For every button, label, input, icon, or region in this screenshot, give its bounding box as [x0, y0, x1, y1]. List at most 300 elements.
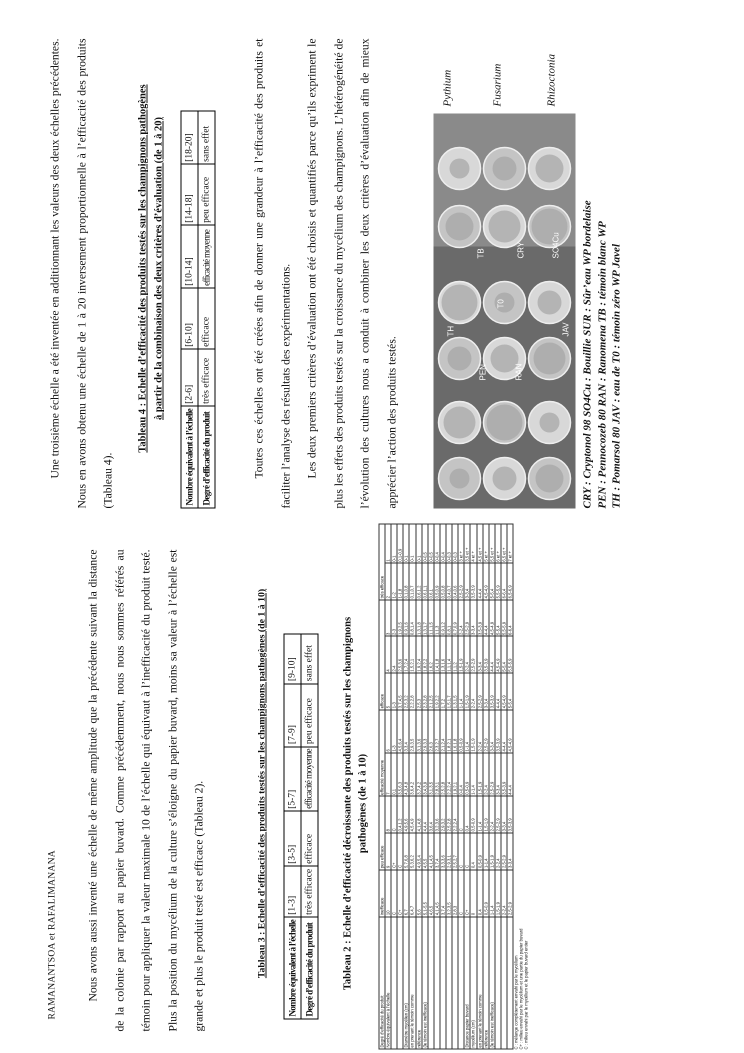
table2-header-cell: Degré d’efficacité du produit	[379, 916, 385, 1048]
table2-cell: 1-1,4	[458, 673, 464, 710]
table2-cell: 0,5-0,9	[476, 832, 482, 869]
table2-cell: 4-4,4	[500, 709, 506, 752]
table2-cell: 3,1,3,6	[415, 709, 421, 752]
table2-cell: C	[458, 796, 464, 833]
table2-cell: 2,1,2,4	[439, 709, 445, 752]
table2-cell: 0,4,0,7	[446, 563, 452, 600]
table2-cell: 5 et +	[482, 524, 488, 563]
table2-cell: 2,9,3,3	[421, 709, 427, 752]
table2-header-cell: très efficace	[379, 524, 385, 600]
table3-cell: efficace	[301, 811, 318, 866]
plate-label: TB	[476, 247, 485, 258]
table2-cell: C	[397, 832, 403, 869]
table4-cell: [6-10]	[181, 288, 198, 349]
table2-cell: 2,5,2,8	[446, 796, 452, 833]
table2-row	[452, 524, 458, 1049]
table2-note-1: C : mélange complètement envahi par le mycélium	[513, 954, 519, 1049]
table2-cell: Distance papier buvard	[464, 916, 470, 1048]
table2-cell: 0,4	[476, 869, 482, 916]
table2-cell: 3,5-3,9	[500, 753, 506, 796]
table3-cell: Nombre équivalent à l’échelle	[284, 917, 301, 1019]
table2-row	[397, 524, 403, 1049]
table2-cell: 6,5-6,9	[506, 563, 512, 600]
table2-row	[446, 524, 452, 1049]
petri-dish-image	[433, 113, 575, 508]
table2-cell: 4,4,4	[421, 796, 427, 833]
table2-cell	[433, 916, 439, 1048]
table2-cell	[439, 916, 445, 1048]
table2-cell: 1-1,4	[482, 832, 488, 869]
table2-cell: C+	[397, 869, 403, 916]
table2-cell: 4,1,4,5	[427, 832, 433, 869]
table2-row	[391, 524, 397, 1049]
table2-cell: 0,1,0,8	[403, 563, 409, 600]
table2-cell: 1,3,1,5	[452, 673, 458, 710]
table2-wrapper	[378, 519, 528, 1049]
right-paragraph-3: Les deux premiers critères d’évaluation ont été choisis et quantifiés parce qu’ils expriment le plus les effets des produits testés sur la croissance du mycélium des champignons. L’hétérogénéité de l’évolution des cultures nous a conduit à combiner les deux critères d’évaluation afin de mieux apprécier l’action des produits testés.	[305, 38, 398, 508]
table2-cell: 1,9,2,5	[397, 599, 403, 636]
table4-cell: efficacité moyenne	[198, 225, 215, 288]
table2-cell: 2-2,4	[488, 796, 494, 833]
table2-cell: 1-1,4	[488, 869, 494, 916]
table2-cell: 2-2,4	[494, 832, 500, 869]
table2-cell: C	[391, 796, 397, 833]
table2-row	[476, 524, 482, 1049]
table2-row	[403, 524, 409, 1049]
table2-cell: 1,1,1,5	[427, 599, 433, 636]
table2-cell: 4,6,5	[427, 869, 433, 916]
table2-cell: 4,3,4,8	[403, 753, 409, 796]
table2-cell: 1,5-1,9	[458, 636, 464, 673]
table2-header-cell: 6	[385, 709, 391, 752]
table2-header-cell: efficacité moyenne	[379, 709, 385, 795]
table2-cell: 3,5-3,9	[470, 563, 476, 600]
table2-cell: 5-5,4	[488, 563, 494, 600]
table2-cell: 2-2,4	[476, 709, 482, 752]
table2-cell: 0-0,5	[427, 524, 433, 563]
table2-cell: 0-0,3	[446, 524, 452, 563]
table2-cell: 2,5,3,6	[397, 636, 403, 673]
table2-cell: C	[458, 869, 464, 916]
table3	[283, 633, 318, 1019]
table4	[180, 110, 215, 508]
table2-header-cell: 10	[385, 869, 391, 916]
table2-cell: 4,1,4,5	[433, 869, 439, 916]
table2-cell: 5,5 et +	[488, 524, 494, 563]
table2-cell: 0	[470, 869, 476, 916]
right-paragraph-1: Une troisième échelle a été inventée en additionnant les valeurs des deux échelles précédentes. Nous en avons obtenu une échelle de 1 à 20 inversement proportionnelle à l’efficacité des produits (Tableau 4).	[48, 38, 115, 508]
plate-label: PEN	[478, 363, 487, 380]
table4-cell: efficace	[198, 288, 215, 349]
table3-caption: Tableau 3 : Echelle d’efficacité des produits testés sur les champignons pathogènes (de 1 à 10)	[256, 588, 267, 978]
table2-cell: 1-1,8	[397, 563, 403, 600]
table2-cell: 1,3,1,6	[439, 636, 445, 673]
table2-cell: 4,5-4,9	[488, 599, 494, 636]
table2-cell	[397, 916, 403, 1048]
table2-cell: 0-0,3	[452, 524, 458, 563]
table2-cell: 0,4,0,6	[452, 563, 458, 600]
table2-header-cell: 4	[385, 636, 391, 673]
table2-cell: 0,6,1,1	[421, 563, 427, 600]
table2-cell: 0,5-0,9	[482, 869, 488, 916]
table2-cell: 3,5-3,9	[488, 673, 494, 710]
table2-cell: 2,2,2,8	[409, 673, 415, 710]
table2-cell: 1,5-1,9	[464, 673, 470, 710]
table2-cell: 1-1,4	[470, 753, 476, 796]
table2-cell: 3-3,4	[494, 753, 500, 796]
table2-cell: 1,5,1,7	[446, 673, 452, 710]
table4-caption-sub: à partir de la combinaison des deux critères d’évaluation (de 1 à 20)	[153, 116, 164, 420]
petri-dish-photo	[433, 113, 575, 508]
table2-row	[488, 524, 494, 1049]
table2-cell: 2-2,4	[482, 753, 488, 796]
table2-row	[506, 524, 512, 1049]
plate-label: JAV	[561, 321, 570, 336]
table2-cell: 6-6,4	[500, 563, 506, 600]
photo-label-rhizoctonia: Rhizoctonia	[545, 53, 557, 106]
table2-cell: 1,6,2	[427, 636, 433, 673]
table3-cell: [9-10]	[284, 633, 301, 683]
photo-legend	[580, 28, 624, 508]
table2-header-scale	[385, 524, 391, 1049]
table2-cell: 0-1	[409, 524, 415, 563]
table2-cell: en prenant le témoin comme	[409, 916, 415, 1048]
table2-cell: 0,1-0,9	[397, 524, 403, 563]
table4-cell: peu efficace	[198, 164, 215, 225]
table2-cell	[427, 916, 433, 1048]
table2-cell: 0,5,0,8	[439, 563, 445, 600]
table2-cell: 3,2,3,5	[446, 869, 452, 916]
table2-header-cell: inefficace	[379, 869, 385, 916]
table2-cell: 3,5-3,9	[506, 796, 512, 833]
table2-cell: 6 et +	[494, 524, 500, 563]
table2-cell: 1,9,2,2	[433, 673, 439, 710]
table2-cell: (le témoin est inefficace)	[421, 916, 427, 1048]
table2-cell: 2-2,4	[464, 636, 470, 673]
table2-cell: 1,5-1,9	[488, 832, 494, 869]
plate-label: RAN	[514, 363, 523, 380]
table2-cell: 1,6,1,8	[452, 709, 458, 752]
legend-line-2: PEN : Pennocozeb 80 RAN : Ranomena TB : témoin blanc WP	[595, 220, 608, 508]
table2-cell: 2,5-2,9	[464, 599, 470, 636]
table2-cell: 1,5-1,9	[482, 796, 488, 833]
legend-line-3: TH : Pomarsol 80 JAV : eau de T0 : témoin zéro WP Javel	[610, 243, 622, 508]
table2-row	[464, 524, 470, 1049]
table2-cell: 1,7,2,4	[403, 636, 409, 673]
table2-cell: 2-2,4	[458, 599, 464, 636]
table2-cell: 5,5-5,9	[494, 563, 500, 600]
table2-cell: 1-1,4	[464, 709, 470, 752]
table2-header-cell: 3	[385, 599, 391, 636]
table2-cell: 4-4,4	[488, 636, 494, 673]
table2-cell: 0-1	[403, 524, 409, 563]
table2-row	[427, 524, 433, 1049]
table2-cell: 2,5-2,9	[470, 636, 476, 673]
table2-cell: 2,5,3,2	[403, 673, 409, 710]
table4-cell: très efficace	[198, 349, 215, 406]
table2	[378, 523, 513, 1049]
table2-cell: 1,5-1,9	[494, 869, 500, 916]
table2-cell: 3,5,6,3	[397, 753, 403, 796]
table4-cell: Degré d’efficacité du produit	[198, 406, 215, 508]
table2-cell: 4-4,4	[494, 673, 500, 710]
table2-header-cell: 8	[385, 796, 391, 833]
table2-cell: 4-4,4	[506, 753, 512, 796]
table2-cell: 0,8,1,4	[409, 599, 415, 636]
table2-cell: 6,5 et +	[500, 524, 506, 563]
table3-cell: efficacité moyenne	[301, 746, 318, 811]
table2-cell: 0,6,1,2	[415, 563, 421, 600]
table2-cell: 4,9,5,4	[415, 832, 421, 869]
table3-cell: [5-7]	[284, 746, 301, 811]
table2-cell	[494, 916, 500, 1048]
photo-label-pythium: Pythium	[441, 69, 453, 106]
table2-cell: 3-3,4	[482, 673, 488, 710]
table3-row-degree	[301, 633, 318, 1018]
table2-cell: 1,5-1,9	[476, 753, 482, 796]
table2-cell: 3,6,4,2	[409, 753, 415, 796]
table2-cell	[391, 916, 397, 1048]
table2-header-cell: 9	[385, 832, 391, 869]
table2-cell	[500, 916, 506, 1048]
table2-cell: 0,5,0,9	[433, 563, 439, 600]
table2-cell: 5,1-5,5	[421, 869, 427, 916]
table2-row	[409, 524, 415, 1049]
table2-cell: 2,9,3,5	[409, 709, 415, 752]
table4-cell: sans effet	[198, 111, 215, 164]
table2-cell: 1,1,2	[452, 636, 458, 673]
table2-header-cell: peu efficace	[379, 796, 385, 869]
table2-row	[458, 524, 464, 1049]
table2-cell: 3 et +	[458, 524, 464, 563]
table2-cell: 1-3	[391, 709, 397, 752]
table2-cell: référence	[415, 916, 421, 1048]
right-paragraph-2: Toutes ces échelles ont été créées afin de donner une grandeur à l’efficacité des produits et faciliter l’analyse des résultats des expérimentations.	[252, 38, 292, 508]
table2-cell: 2-3	[391, 599, 397, 636]
table2-cell: 0,5-0,9	[470, 796, 476, 833]
table2-cell: C	[458, 832, 464, 869]
table2-cell: 2,5,2,7	[452, 832, 458, 869]
left-page	[0, 513, 744, 1053]
table2-cell: 0,4,1,2	[397, 796, 403, 833]
table2-cell	[458, 916, 464, 1048]
table3-cell: très efficace	[301, 866, 318, 917]
table2-cell: 4,5 et +	[476, 524, 482, 563]
table2-cell: 2,5-2,9	[458, 563, 464, 600]
table2-cell: 2,3,2,8	[421, 673, 427, 710]
table2-header-degree	[379, 524, 385, 1049]
table2-cell: 0,9,1,2	[439, 599, 445, 636]
table2-cell: 2,5-2,9	[506, 869, 512, 916]
table2-cell: 0-0,4	[439, 524, 445, 563]
table2-row	[433, 524, 439, 1049]
table2-cell: 2-2,4	[500, 869, 506, 916]
table4-caption: Tableau 4 : Echelle d’efficacité des produits testés sur les champignons pathogènes	[137, 83, 148, 453]
table2-cell: 1-1,4	[476, 796, 482, 833]
table2-cell: 5-5,4	[500, 636, 506, 673]
table2-cell: (le témoin est inefficace)	[488, 916, 494, 1048]
table2-cell: 0,1,0,7	[409, 563, 415, 600]
table2-cell: 1-3	[391, 673, 397, 710]
table2-cell: 3-3,4	[470, 599, 476, 636]
table2-cell: 0,9,1,6	[403, 599, 409, 636]
plate-label: TH	[446, 325, 455, 336]
right-page	[0, 0, 744, 513]
table2-caption: Tableau 2 : Echelle d’efficacité décroissante des produits testés sur les champignons pathogènes (de 1 à 10)	[342, 616, 368, 990]
table2-cell: 0,5-0,9	[464, 753, 470, 796]
table2-cell: 6,7	[403, 869, 409, 916]
table2-row	[500, 524, 506, 1049]
table2-cell: 4 et +	[470, 524, 476, 563]
table2-cell: 4-4,4	[482, 599, 488, 636]
table2-cell: 2,1,2,5	[427, 673, 433, 710]
table2-row	[421, 524, 427, 1049]
table2-cell	[446, 916, 452, 1048]
table2-header-cell: 7	[385, 753, 391, 796]
table2-cell: 0,4	[464, 796, 470, 833]
table2-cell: 2,5,3	[415, 673, 421, 710]
table2-cell: Diamètre mycélien (cm)	[403, 916, 409, 1048]
table2-cell: 1,8,2,1	[446, 709, 452, 752]
table2-row	[470, 524, 476, 1049]
table2-cell: C+	[391, 832, 397, 869]
table4-cell: Nombre équivalent à l’échelle	[181, 406, 198, 508]
table2-cell: 0,7,0,9	[452, 599, 458, 636]
table2-cell: 1,9,2,1	[452, 753, 458, 796]
table2-note-2: C+ : milieu envahi par le mycélium et une partie du papier buvard	[518, 928, 524, 1049]
table2-cell: 3-3,4	[500, 796, 506, 833]
table2-cell: 5,5-5,9	[506, 636, 512, 673]
table2-cell: 3,2,3,6	[433, 796, 439, 833]
table4-row-degree	[198, 111, 215, 508]
table2-cell: 5,6	[415, 869, 421, 916]
table2-cell: 4-4,4	[476, 563, 482, 600]
table2-cell: 3,1,3,5	[427, 753, 433, 796]
table2-body	[391, 524, 513, 1049]
table2-cell: 2,5-2,9	[476, 673, 482, 710]
table2-cell: 1,7,2	[439, 673, 445, 710]
table2-header-cell: 1	[385, 524, 391, 563]
table2-cell: 0,8,1	[446, 599, 452, 636]
table2-cell: 0-1	[391, 524, 397, 563]
table2-cell: 0,4	[470, 832, 476, 869]
table2-cell: 6-6,4	[506, 599, 512, 636]
table2-cell: 2,8,3	[452, 869, 458, 916]
table2-cell: C	[464, 832, 470, 869]
table2-cell: 2,5-2,9	[482, 709, 488, 752]
table4-row-scale	[181, 111, 198, 508]
table2-cell: 2,8,3,1	[433, 753, 439, 796]
table2-cell: 7 et +	[506, 524, 512, 563]
table2-cell: en prenant le témoin comme	[476, 916, 482, 1048]
table3-cell: [7-9]	[284, 683, 301, 746]
table2-cell: 3-3,4	[464, 563, 470, 600]
table2-cell: 2-2,4	[470, 673, 476, 710]
table2-cell: mycélium (cm)	[470, 916, 476, 1048]
table2-cell: 1,3,1,7	[421, 599, 427, 636]
table2-cell: 3,5 et +	[464, 524, 470, 563]
table2-cell: 1,1,3	[433, 599, 439, 636]
table3-cell: [1-3]	[284, 866, 301, 917]
table2-cell: 0,1	[391, 753, 397, 796]
table2-note-3: C : milieu envahi par le mycélium et le papier buvard entier	[523, 940, 529, 1049]
table4-cell: [10-14]	[181, 225, 198, 288]
table3-cell: Degré d’efficacité du produit	[301, 917, 318, 1019]
table2-cell: 4,5,5	[421, 832, 427, 869]
table2-cell: 3,7,4,5	[397, 673, 403, 710]
table2-cell: 4,5,4,9	[409, 796, 415, 833]
table2-cell: 3,7,4	[433, 832, 439, 869]
table2-cell: référence	[482, 916, 488, 1048]
table2-cell: 1,4,1,8	[433, 636, 439, 673]
table2-row	[439, 524, 445, 1049]
table2-cell: 4,5-4,9	[482, 563, 488, 600]
table2-cell: 0-0,4	[433, 524, 439, 563]
table2-cell: 4,5,6,4	[397, 709, 403, 752]
table2-cell: 2,5-2,9	[500, 832, 506, 869]
table2-cell: 1,5,2,1	[409, 636, 415, 673]
table2-cell: 4,5-4,9	[500, 673, 506, 710]
table2-row	[415, 524, 421, 1049]
table2-cell: 2,9,3,1	[446, 832, 452, 869]
table2-cell: 3-3,4	[476, 636, 482, 673]
photo-column-labels	[433, 53, 575, 108]
table2-cell: 2,5-2,9	[494, 796, 500, 833]
table2-cell: 3-3,4	[488, 709, 494, 752]
table2-cell: 5,7,6,8	[403, 832, 409, 869]
table3-cell: peu efficace	[301, 683, 318, 746]
table2-cell: C	[391, 869, 397, 916]
table2-cell: 3,7,4	[439, 869, 445, 916]
table2-cell: 3,6,4	[427, 796, 433, 833]
table2-row	[482, 524, 488, 1049]
table2-cell: 4,9,5,6	[403, 796, 409, 833]
table4-cell: [2-6]	[181, 349, 198, 406]
table2-cell: 2,3,2,7	[433, 709, 439, 752]
table2-cell: 2,9,3,2	[439, 796, 445, 833]
table2-cell: 3,5-3,9	[482, 636, 488, 673]
running-header: RAMANANTSOA et RAFALIMANANA	[47, 849, 57, 1019]
table3-cell: sans effet	[301, 633, 318, 683]
table2-cell: 0-1	[415, 524, 421, 563]
legend-line-1: CRY : Cryptonol 98 SO4Cu : Bouillie SUR : Sûr’eau WP bordelaise	[581, 199, 593, 508]
table2-cell: 2,5-2,9	[488, 753, 494, 796]
table2-cell: C+	[464, 869, 470, 916]
table2-cell: 2,5,2,8	[439, 753, 445, 796]
table2-cell: 3,3,3,6	[439, 832, 445, 869]
table2-cell: 5-5,4	[506, 673, 512, 710]
table2-cell: 1,5-1,9	[470, 709, 476, 752]
table2-cell: 1,1,1,4	[446, 636, 452, 673]
table2-cell: 1,3,1,8	[415, 599, 421, 636]
table2-cell: 2,6,3	[427, 709, 433, 752]
photo-label-fusarium: Fusarium	[491, 63, 503, 106]
table2-cell	[506, 916, 512, 1048]
table3-cell: [3-5]	[284, 811, 301, 866]
table2-cell: 1,8,2,2	[421, 636, 427, 673]
table2-cell: 2-4	[391, 636, 397, 673]
table2-cell: 3,7,4,2	[415, 753, 421, 796]
table2-cell: 0-0,5	[421, 524, 427, 563]
table2-cell: 6,4,7	[409, 869, 415, 916]
plate-label: SO4Cu	[551, 231, 560, 258]
table2-cell: 5-5,4	[494, 599, 500, 636]
table2-header-cell: efficace	[379, 599, 385, 709]
table2-header-cell: 5	[385, 673, 391, 710]
table2-cell: 5,5-5,9	[500, 599, 506, 636]
table2-cell: 4,5-4,9	[494, 636, 500, 673]
table2-cell: 1,9,2,4	[415, 636, 421, 673]
